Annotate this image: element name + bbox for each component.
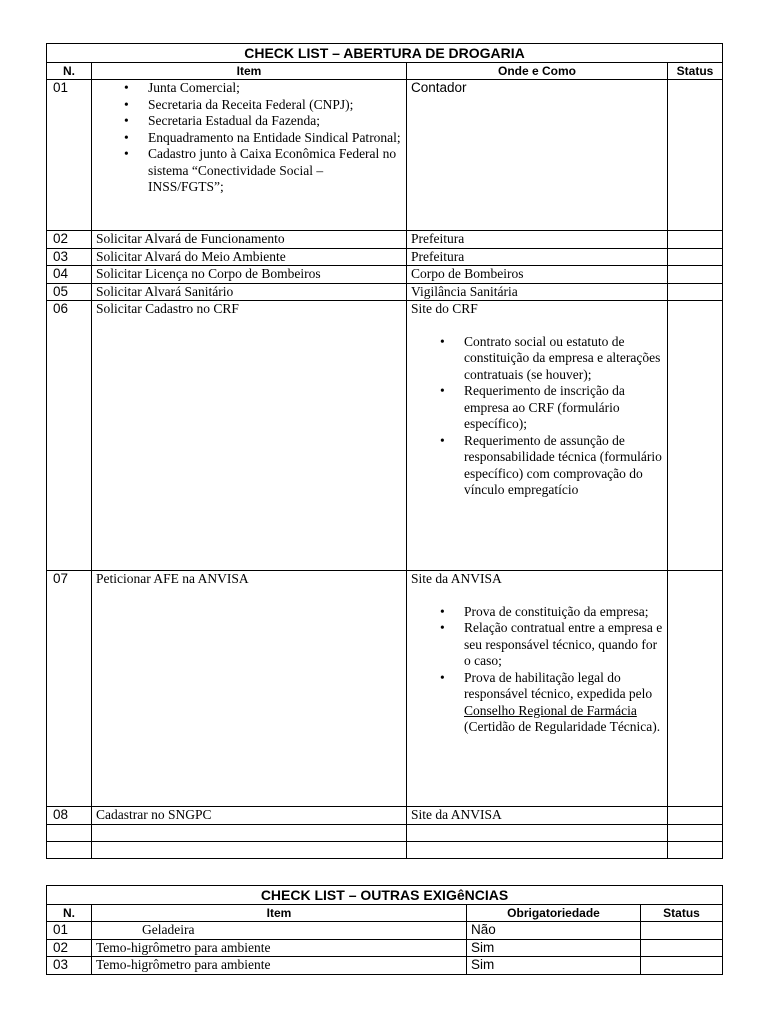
- list-item: • Secretaria da Receita Federal (CNPJ);: [148, 97, 402, 114]
- row-where: Site da ANVISA: [411, 571, 502, 586]
- row-item: Solicitar Alvará do Meio Ambiente: [92, 248, 407, 266]
- table-row: [47, 807, 723, 825]
- table-row: [47, 231, 723, 249]
- row-status-cell: [668, 571, 723, 807]
- list-item: • Cadastro junto à Caixa Econômica Federal no sistema “Conectividade Social – INSS/FGTS”;: [148, 146, 402, 196]
- requirement-text: (Certidão de Regularidade Técnica).: [464, 719, 661, 734]
- row-where: Corpo de Bombeiros: [407, 266, 668, 284]
- col-header-where: Onde e Como: [407, 63, 668, 80]
- col-header-number: N.: [47, 905, 92, 922]
- col-header-item: Item: [92, 905, 467, 922]
- other-requirements-table: [46, 885, 723, 975]
- row-item: Solicitar Alvará Sanitário: [92, 283, 407, 301]
- row-item: Solicitar Licença no Corpo de Bombeiros: [92, 266, 407, 284]
- row-status-cell: [668, 80, 723, 231]
- col-header-item: Item: [92, 63, 407, 80]
- row-status-cell: [668, 248, 723, 266]
- row-number: 07: [47, 571, 92, 807]
- row-item: Geladeira: [92, 922, 467, 940]
- row-where-details: [407, 301, 668, 571]
- row-item: Temo-higrômetro para ambiente: [92, 957, 467, 975]
- list-item: • Requerimento de inscrição da empresa ao CRF (formulário específico);: [464, 383, 663, 433]
- col-header-number: N.: [47, 63, 92, 80]
- requirement-text: Prova de habilitação legal do responsável técnico, expedida pelo: [464, 669, 653, 701]
- row-status-cell: [668, 266, 723, 284]
- list-item: • Enquadramento na Entidade Sindical Patronal;: [148, 130, 402, 147]
- table-row: [47, 571, 723, 807]
- table-row: [47, 80, 723, 231]
- row-where: Site do CRF: [411, 301, 478, 316]
- row-status-cell: [668, 283, 723, 301]
- table-row: [47, 301, 723, 571]
- other-requirements-title: CHECK LIST – OUTRAS EXIGêNCIAS: [47, 886, 723, 905]
- row-item-list: [92, 80, 407, 231]
- row-where-details: [407, 571, 668, 807]
- row-item: Solicitar Cadastro no CRF: [92, 301, 407, 571]
- table-row: [47, 957, 723, 975]
- row-number: 06: [47, 301, 92, 571]
- row-number: 05: [47, 283, 92, 301]
- row-item: Temo-higrômetro para ambiente: [92, 939, 467, 957]
- row-where: Prefeitura: [407, 231, 668, 249]
- col-header-status: Status: [668, 63, 723, 80]
- opening-checklist-title: CHECK LIST – ABERTURA DE DROGARIA: [47, 44, 723, 63]
- row-item: Cadastrar no SNGPC: [92, 807, 407, 825]
- row-where: Contador: [407, 80, 668, 231]
- row-status-cell: [641, 922, 723, 940]
- opening-checklist-table: [46, 43, 723, 859]
- row-where: Prefeitura: [407, 248, 668, 266]
- row-requirement: Sim: [467, 939, 641, 957]
- list-item: • Relação contratual entre a empresa e seu responsável técnico, quando for o caso;: [464, 620, 663, 670]
- list-item: • Secretaria Estadual da Fazenda;: [148, 113, 402, 130]
- crf-link[interactable]: Conselho Regional de Farmácia: [464, 702, 637, 718]
- row-number: 08: [47, 807, 92, 825]
- row-where: Vigilância Sanitária: [407, 283, 668, 301]
- empty-row: [47, 841, 723, 858]
- table-row: [47, 922, 723, 940]
- row-number: 02: [47, 939, 92, 957]
- row-number: 02: [47, 231, 92, 249]
- empty-row: [47, 824, 723, 841]
- list-item: [464, 670, 663, 736]
- row-status-cell: [668, 807, 723, 825]
- list-item: • Prova de constituição da empresa;: [464, 604, 663, 621]
- row-number: 04: [47, 266, 92, 284]
- table-row: [47, 283, 723, 301]
- row-where: Site da ANVISA: [407, 807, 668, 825]
- table-row: [47, 939, 723, 957]
- row-requirement: Sim: [467, 957, 641, 975]
- row-number: 01: [47, 922, 92, 940]
- row-item: Solicitar Alvará de Funcionamento: [92, 231, 407, 249]
- col-header-requirement: Obrigatoriedade: [467, 905, 641, 922]
- list-item: • Contrato social ou estatuto de constituição da empresa e alterações contratuais (se houver);: [464, 334, 663, 384]
- list-item: • Requerimento de assunção de responsabilidade técnica (formulário específico) com comprovação do vínculo empregatício: [464, 433, 663, 499]
- row-number: 03: [47, 248, 92, 266]
- row-status-cell: [668, 301, 723, 571]
- list-item: • Junta Comercial;: [148, 80, 402, 97]
- row-requirement: Não: [467, 922, 641, 940]
- row-number: 01: [47, 80, 92, 231]
- table-row: [47, 248, 723, 266]
- col-header-status: Status: [641, 905, 723, 922]
- row-number: 03: [47, 957, 92, 975]
- row-status-cell: [668, 231, 723, 249]
- table-row: [47, 266, 723, 284]
- row-status-cell: [641, 939, 723, 957]
- row-item: Peticionar AFE na ANVISA: [92, 571, 407, 807]
- row-status-cell: [641, 957, 723, 975]
